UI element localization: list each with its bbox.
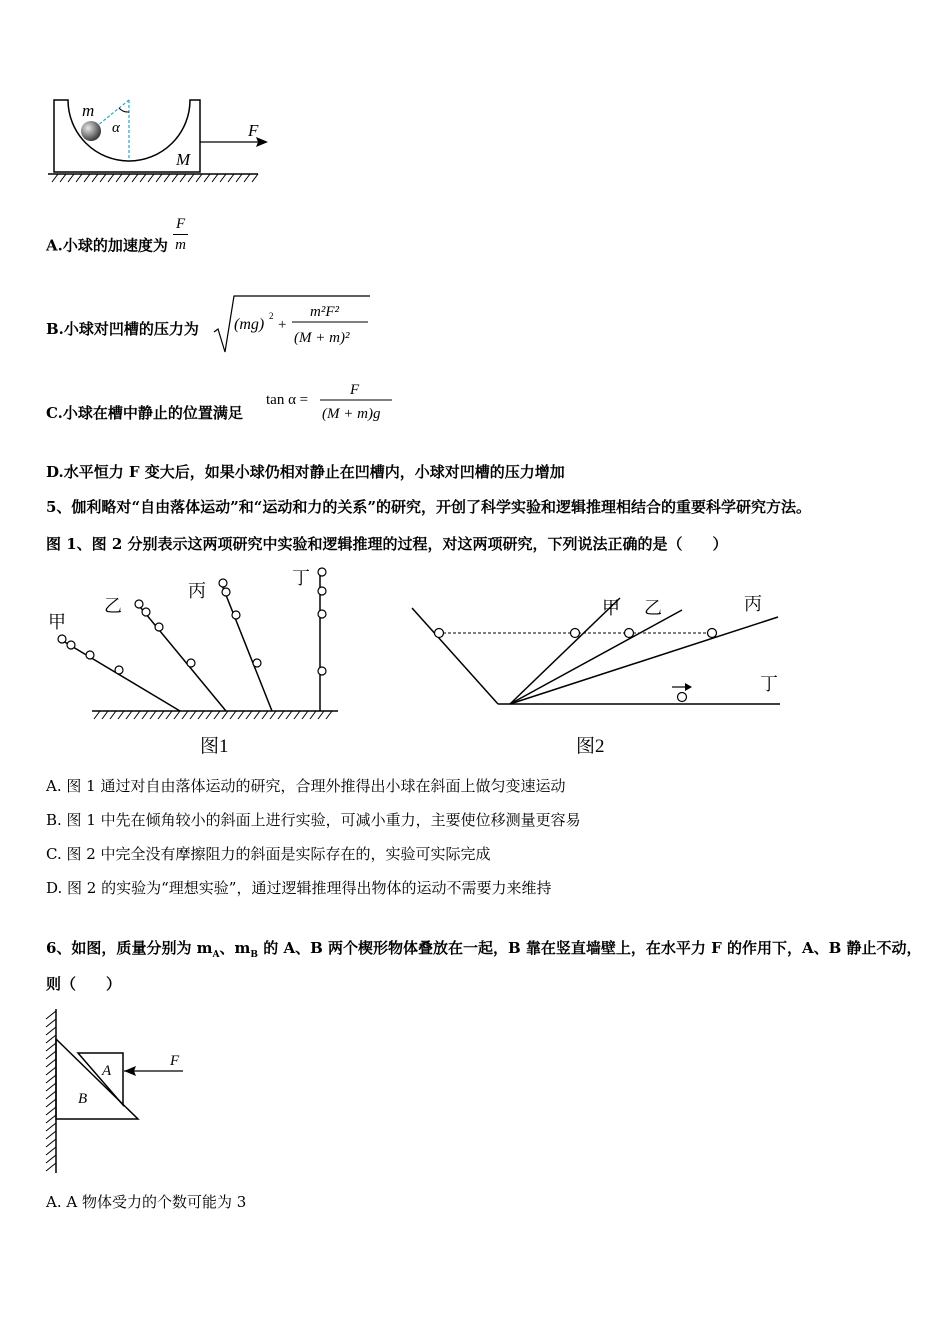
fig2-label-bing: 丙 [744,594,762,614]
fig1-caption: 图1 [200,736,229,757]
fig2-label-yi: 乙 [644,598,662,618]
label-M: M [176,150,191,169]
ball [81,121,101,141]
fig2-label-ding: 丁 [760,674,778,694]
svg-text:F: F [350,382,360,398]
svg-text:+: + [278,317,287,333]
tan-formula [264,376,404,426]
wedge-label-F: F [170,1053,180,1069]
svg-text:(mg): (mg) [234,316,265,333]
fig1-label-ding: 丁 [292,568,310,588]
option-4B: B.小球对凹槽的压力为 [46,320,199,338]
fig1-label-jia: 甲 [48,612,66,632]
q5-stem-line2: 图 1、图 2 分别表示这两项研究中实验和逻辑推理的过程，对这两项研究，下列说法正确的是（ ） [46,535,728,553]
option-5C: C. 图 2 中完全没有摩擦阻力的斜面是实际存在的，实验可实际完成 [46,845,491,863]
fig1-label-bing: 丙 [188,581,206,601]
svg-text:2: 2 [269,311,274,321]
figure-1 [40,564,350,764]
q5-stem-line1: 5、伽利略对“自由落体运动”和“运动和力的关系”的研究，开创了科学实验和逻辑推理相结合的重要科学研究方法。 [46,498,811,516]
q6-stem-line1: 6、如图，质量分别为 $m_A$、$m_B$ 的 A、B 两个楔形物体叠放在一起，B 靠在竖直墙壁上，在水平力 F 的作用下，A、B 静止不动， [46,939,922,960]
label-alpha: α [112,120,120,136]
sqrt-formula [212,292,372,356]
option-5B: B. 图 1 中先在倾角较小的斜面上进行实验，可减小重力，主要使位移测量更容易 [46,811,581,829]
svg-text:m²F²: m²F² [310,304,339,320]
svg-text:tan α =: tan α = [266,392,309,408]
label-m: m [82,101,95,120]
label-F: F [248,121,259,140]
figure-2 [400,584,790,764]
wedge-label-A: A [102,1063,112,1079]
groove-figure [40,90,280,190]
fig1-label-yi: 乙 [104,596,122,616]
fig2-caption: 图2 [576,736,605,757]
option-4C: C.小球在槽中静止的位置满足 [46,404,243,422]
fraction-F-over-m: $\frac{F}{m}$ [175,216,186,253]
option-4A: A.小球的加速度为 $\frac{F}{m}$ [46,216,186,255]
wedge-figure [40,1005,200,1180]
svg-text:(M + m)²: (M + m)² [294,330,350,346]
q6-stem-line2: 则（ ） [46,975,122,993]
option-5D: D. 图 2 的实验为“理想实验”，通过逻辑推理得出物体的运动不需要力来维持 [46,879,552,897]
fig2-label-jia: 甲 [602,598,620,618]
option-5A: A. 图 1 通过对自由落体运动的研究，合理外推得出小球在斜面上做匀变速运动 [46,777,566,795]
svg-text:(M + m)g: (M + m)g [322,406,381,422]
option-6A: A. A 物体受力的个数可能为 3 [46,1193,247,1211]
option-4D: D.水平恒力 F 变大后，如果小球仍相对静止在凹槽内，小球对凹槽的压力增加 [46,463,565,481]
wedge-label-B: B [78,1091,88,1107]
